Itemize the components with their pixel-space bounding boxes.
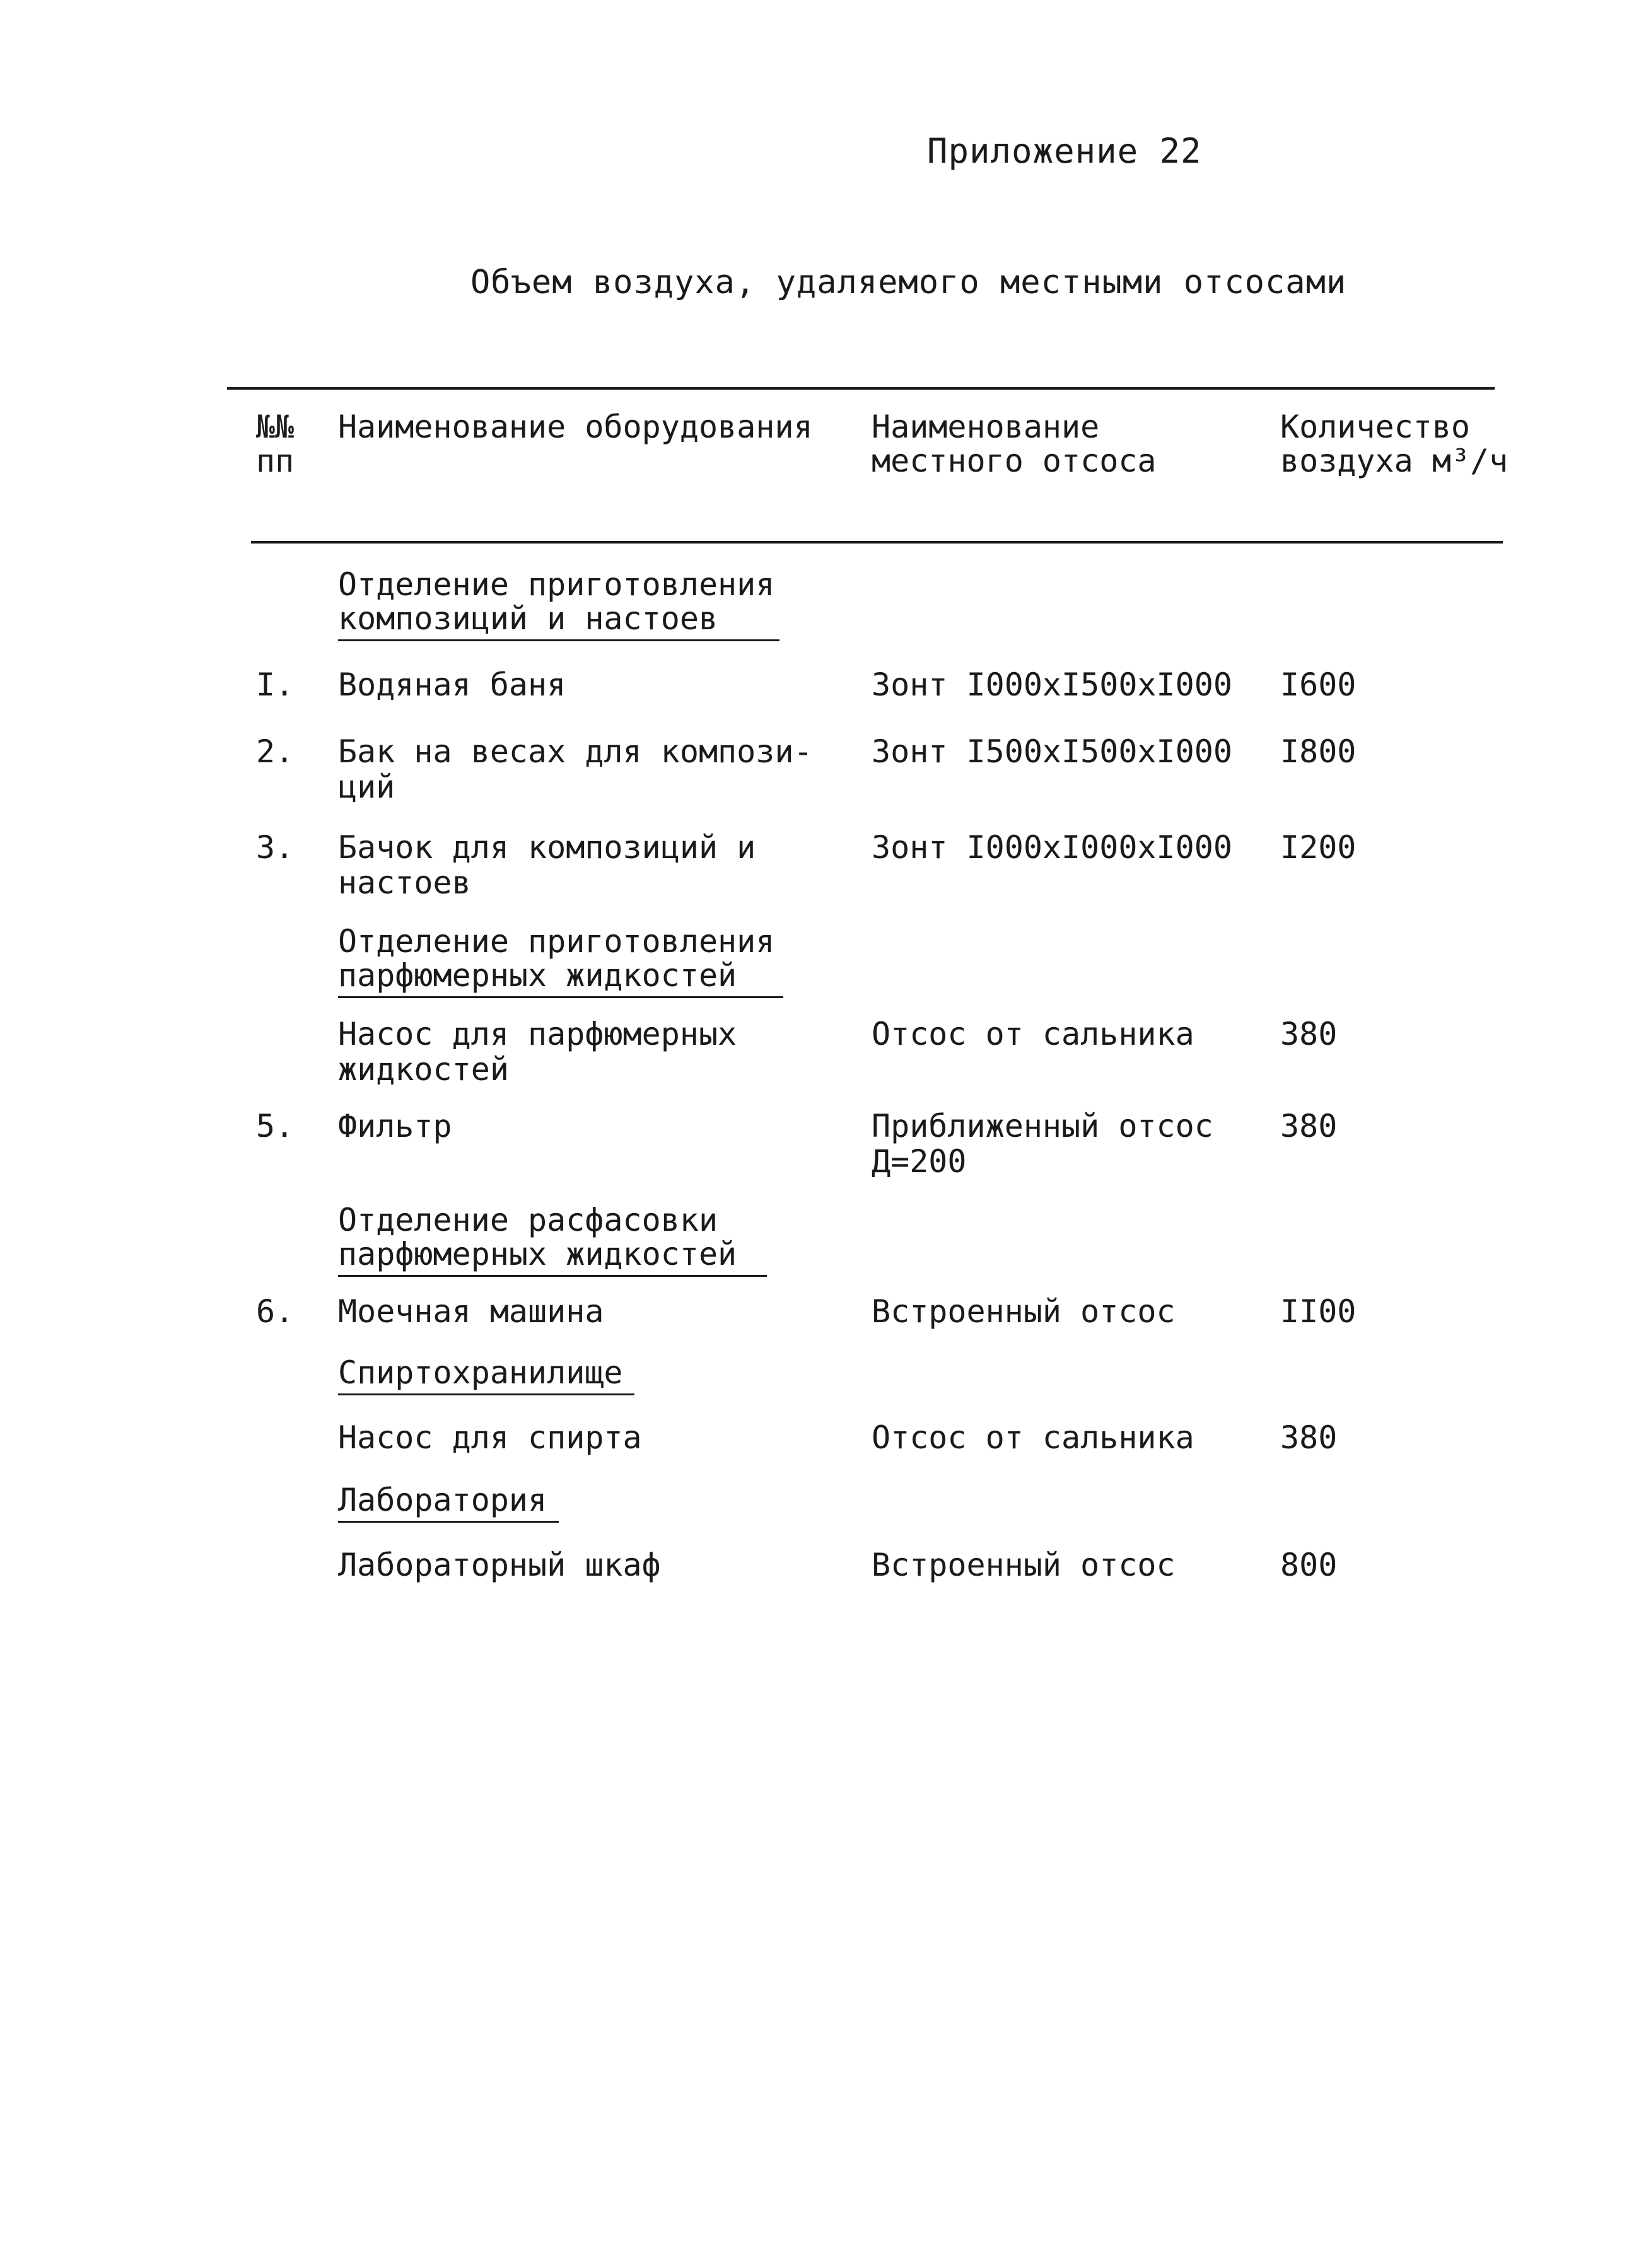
suction-type: Встроенный отсос: [872, 1547, 1176, 1583]
suction-type: Встроенный отсос: [872, 1293, 1176, 1330]
header-quantity: [1280, 410, 1508, 478]
section-heading-line1: Спиртохранилище: [338, 1354, 623, 1391]
section-heading: [338, 1483, 559, 1523]
section-heading: [338, 924, 783, 998]
suction-type: Отсос от сальника: [872, 1016, 1194, 1052]
equipment-name: [338, 1016, 737, 1087]
equipment-name-line1: Насос для спирта: [338, 1419, 642, 1456]
equipment-name: [338, 1108, 452, 1144]
suction-type: Зонт I000xI000xI000: [872, 829, 1232, 866]
section-underline: [338, 1521, 559, 1523]
equipment-name: [338, 1294, 604, 1329]
air-quantity: I800: [1280, 733, 1357, 770]
air-quantity: 800: [1280, 1547, 1338, 1583]
equipment-name-line2: жидкостей: [338, 1051, 509, 1088]
equipment-name: [338, 1420, 642, 1455]
section-heading: [338, 1203, 767, 1277]
equipment-name: [338, 734, 813, 805]
section-heading-line2: композиций и настоев: [338, 600, 718, 637]
header-num-line2: пп: [256, 443, 295, 479]
page-title: Объем воздуха, удаляемого местными отсосами: [470, 264, 1347, 301]
header-suction-line1: Наименование: [872, 409, 1100, 445]
suction-type-line2: Д=200: [872, 1143, 967, 1180]
air-quantity: I200: [1280, 829, 1357, 866]
air-quantity: II00: [1280, 1293, 1357, 1330]
equipment-name-line1: Фильтр: [338, 1108, 452, 1144]
row-number: 5.: [256, 1108, 295, 1144]
header-num-line1: №№: [256, 409, 295, 445]
equipment-name-line1: Бак на весах для компози-: [338, 733, 813, 770]
equipment-name-line1: Лабораторный шкаф: [338, 1547, 661, 1583]
air-quantity: 380: [1280, 1108, 1338, 1144]
equipment-name-line1: Водяная баня: [338, 666, 566, 703]
equipment-name-line2: настоев: [338, 864, 471, 901]
air-quantity: 380: [1280, 1419, 1338, 1456]
table-header-rule: [251, 541, 1503, 544]
section-heading-line1: Отделение приготовления: [338, 566, 775, 603]
row-number: 3.: [256, 829, 295, 866]
section-underline: [338, 639, 779, 641]
air-quantity: 380: [1280, 1016, 1338, 1052]
equipment-name-line2: ций: [338, 769, 395, 805]
header-num: [256, 410, 294, 478]
suction-type: Отсос от сальника: [872, 1419, 1194, 1456]
section-heading: [338, 567, 779, 641]
header-equipment: Наименование оборудования: [338, 409, 813, 445]
equipment-name-line1: Насос для парфюмерных: [338, 1016, 737, 1052]
header-qty-line1: Количество: [1280, 409, 1471, 445]
air-quantity: I600: [1280, 666, 1357, 703]
suction-type: Зонт I000xI500xI000: [872, 666, 1232, 703]
equipment-name: [338, 1547, 661, 1583]
appendix-label: Приложение 22: [927, 131, 1202, 171]
section-heading-line1: Лаборатория: [338, 1482, 547, 1518]
section-underline: [338, 1275, 767, 1277]
header-suction: [872, 410, 1157, 478]
equipment-name-line1: Бачок для композиций и: [338, 829, 756, 866]
equipment-name: [338, 830, 756, 900]
section-underline: [338, 996, 783, 998]
section-heading-line2: парфюмерных жидкостей: [338, 1236, 737, 1272]
equipment-name-line1: Моечная машина: [338, 1293, 604, 1330]
table-top-rule: [227, 387, 1495, 390]
row-number: I.: [256, 666, 295, 703]
suction-type-line1: Приближенный отсос: [872, 1108, 1213, 1144]
row-number: 2.: [256, 733, 295, 770]
suction-type: [872, 1108, 1213, 1179]
header-suction-line2: местного отсоса: [872, 443, 1157, 479]
equipment-name: [338, 667, 566, 702]
suction-type: Зонт I500xI500xI000: [872, 733, 1232, 770]
section-underline: [338, 1393, 634, 1395]
section-heading: [338, 1356, 634, 1395]
header-qty-line2: воздуха м³/ч: [1280, 443, 1509, 479]
section-heading-line2: парфюмерных жидкостей: [338, 957, 737, 994]
row-number: 6.: [256, 1293, 295, 1330]
section-heading-line1: Отделение приготовления: [338, 923, 775, 960]
section-heading-line1: Отделение расфасовки: [338, 1202, 718, 1238]
